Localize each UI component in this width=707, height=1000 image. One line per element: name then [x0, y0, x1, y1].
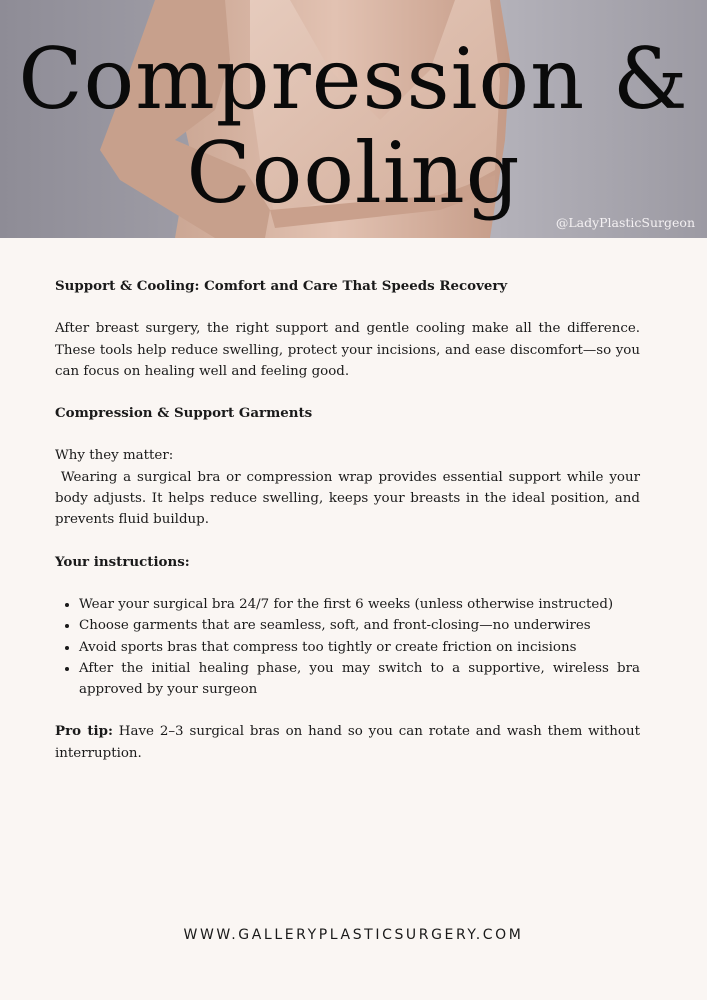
title-line-2: Cooling — [186, 124, 521, 222]
page-title — [0, 32, 707, 220]
list-item: • Choose garments that are seamless, soft, and front-closing—no underwires — [79, 615, 640, 636]
why-label: Why they matter: — [55, 448, 174, 464]
title-line-1: Compression & — [18, 30, 689, 128]
list-item: • Avoid sports bras that compress too tightly or create friction on incisions — [79, 637, 640, 658]
article-body — [55, 276, 645, 764]
list-item: • Wear your surgical bra 24/7 for the first 6 weeks (unless otherwise instructed) — [79, 594, 640, 615]
instructions-heading: Your instructions: — [55, 553, 190, 570]
pro-tip-label: Pro tip: — [55, 723, 113, 740]
instructions-list — [55, 594, 640, 700]
social-handle: @LadyPlasticSurgeon — [555, 215, 695, 230]
article-heading: Support & Cooling: Comfort and Care That Speeds Recovery — [55, 278, 508, 294]
pro-tip-text: Have 2–3 surgical bras on hand so you can rotate and wash them without interruption. — [55, 724, 645, 761]
hero-banner — [0, 0, 707, 238]
website-url[interactable]: WWW.GALLERYPLASTICSURGERY.COM — [183, 927, 524, 943]
section-heading: Compression & Support Garments — [55, 405, 313, 422]
pro-tip — [55, 721, 645, 764]
why-paragraph: Wearing a surgical bra or compression wrap provides essential support while your body adjusts. It helps reduce swelling, keeps your breasts in the ideal position, and prevents fluid buildup. — [55, 469, 645, 528]
list-item: • After the initial healing phase, you may switch to a supportive, wireless bra approved by your surgeon — [79, 658, 640, 701]
intro-paragraph: After breast surgery, the right support and gentle cooling make all the difference. These tools help reduce swelling, protect your incisions, and ease discomfort—so you can focus on healing well and feeling good. — [55, 321, 640, 379]
